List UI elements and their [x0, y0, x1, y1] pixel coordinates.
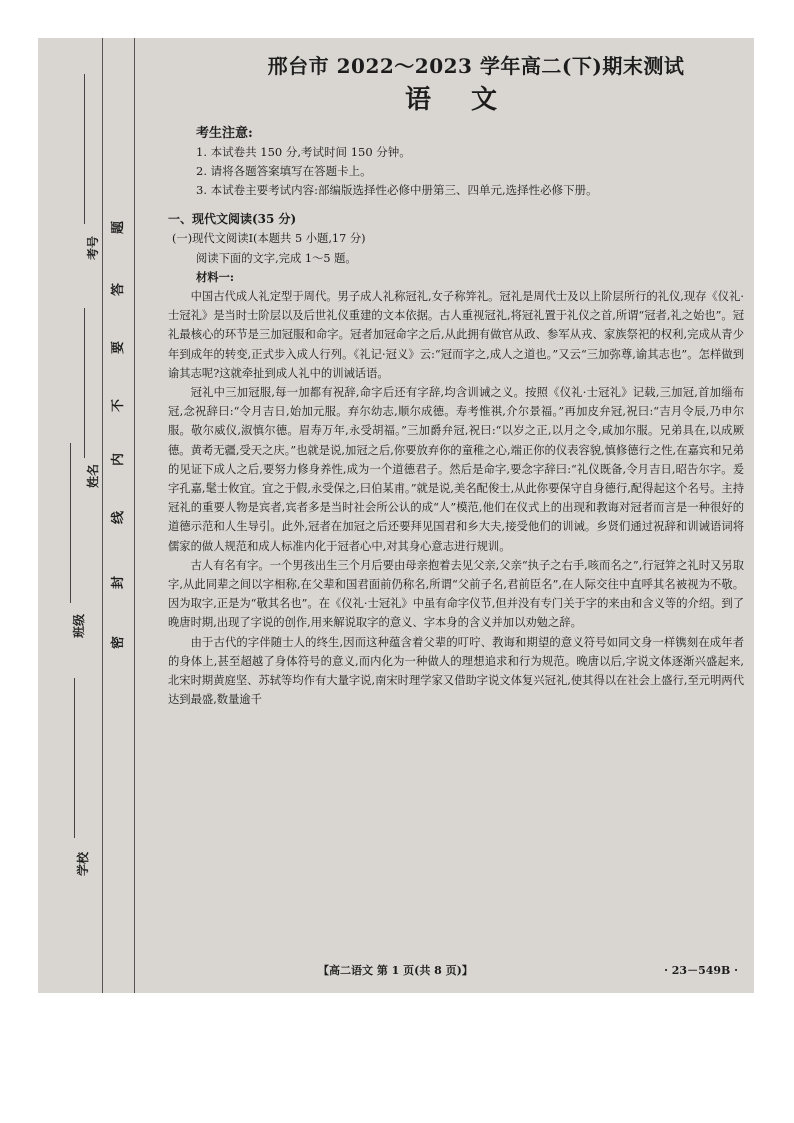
page-content — [168, 52, 744, 709]
seal-char-yao: 要 — [111, 340, 127, 355]
exam-title: 邢台市 2022～2023 学年高二(下)期末测试 — [267, 54, 685, 78]
subject-title: 语文 — [404, 85, 537, 115]
binding-line-inner — [134, 38, 135, 993]
seal-char-nei: 内 — [111, 452, 127, 467]
class-label: 班级 — [72, 613, 86, 638]
class-blank — [70, 443, 71, 603]
seal-char-ti: 题 — [111, 220, 127, 235]
exam-code: · 23－549B · — [664, 964, 738, 977]
notice-item-2: 2. 请将各题答案填写在答题卡上。 — [196, 164, 372, 179]
binding-line-outer — [102, 38, 103, 993]
notice-item-1: 1. 本试卷共 150 分,考试时间 150 分钟。 — [196, 145, 411, 160]
section-instruction: 阅读下面的文字,完成 1～5 题。 — [196, 251, 357, 265]
school-blank — [74, 678, 75, 838]
binding-margin — [38, 38, 156, 993]
section-subheading: (一)现代文阅读Ⅰ(本题共 5 小题,17 分) — [172, 232, 366, 246]
paragraph-3: 古人有名有字。一个男孩出生三个月后要由母亲抱着去见父亲,父亲“执子之右手,咳而名之”,行冠笄之礼时又另取字,从此同辈之间以字相称,在父辈和国君面前仍称名,所谓“父前子名,君前臣名”,在人际交往中直呼其名被视为不敬。因为取字,正是为“敬其名也”。在《仪礼·士冠礼》中虽有命字仪节,但并没有专门关于字的来由和含义等的介绍。到了晚唐时期,出现了字说的创作,用来解说取字的意义、字本身的含义并加以劝勉之辞。 — [168, 558, 744, 630]
material-label: 材料一: — [196, 269, 235, 284]
seal-char-feng: 封 — [111, 575, 127, 590]
scanned-page — [38, 38, 754, 993]
seal-char-xian: 线 — [111, 510, 127, 525]
name-label: 姓名 — [86, 463, 100, 488]
page-info: 【高二语文 第 1 页(共 8 页)】 — [318, 964, 473, 977]
notice-heading: 考生注意: — [196, 126, 253, 141]
notice-item-3: 3. 本试卷主要考试内容:部编版选择性必修中册第三、四单元,选择性必修下册。 — [196, 183, 598, 198]
school-label: 学校 — [76, 851, 90, 876]
exam-no-label: 考号 — [86, 235, 100, 260]
section-heading: 一、现代文阅读(35 分) — [168, 212, 297, 227]
name-blank — [84, 308, 85, 458]
seal-char-mi: 密 — [111, 635, 127, 650]
paragraph-2: 冠礼中三加冠服,每一加都有祝辞,命字后还有字辞,均含训诫之义。按照《仪礼·士冠礼》记载,三加冠,首加缁布冠,念祝辞曰:“令月吉日,始加元服。弃尔幼志,顺尔成德。寿考惟祺,介尔景福。”再加皮弁冠,祝曰:“吉月令辰,乃申尔服。敬尔威仪,淑慎尔德。眉寿万年,永受胡福。”三加爵弁冠,祝曰:“以岁之正,以月之令,咸加尔服。兄弟具在,以成厥德。黄耇无疆,受天之庆。”也就是说,加冠之后,你要放弃你的童稚之心,端正你的仪表容貌,慎修德行之性,在嘉宾和兄弟的见证下成人之后,要努力修身养性,成为一个道德君子。然后是命字,要念字辞曰:“礼仪既备,令月吉日,昭告尔字。爰字孔嘉,髦士攸宜。宜之于假,永受保之,曰伯某甫。”就是说,美名配俊士,从此你要保守自身德行,配得起这个名号。主持冠礼的重要人物是宾者,宾者多是当时社会所公认的成“人”模范,他们在仪式上的出现和教诲对冠者而言是一种很好的道德示范和人生导引。此外,冠者在加冠之后还要拜见国君和乡大夫,接受他们的训诫。乡贤们通过祝辞和训诫语词将儒家的做人规范和成人标准内化于冠者心中,对其身心意志进行规训。 — [168, 386, 744, 553]
paragraph-4: 由于古代的字伴随士人的终生,因而这种蕴含着父辈的叮咛、教诲和期望的意义符号如同文身一样镌刻在成年者的身体上,甚至超越了身体符号的意义,而内化为一种做人的理想追求和行为规范。晚唐以后,字说文体逐渐兴盛起来,北宋时期黄庭坚、苏轼等均作有大量字说,南宋时理学家又借助字说文体复兴冠礼,使其得以在社会上盛行,至元明两代达到最盛,数量逾千 — [168, 635, 744, 707]
exam-no-blank — [84, 74, 85, 224]
seal-char-da: 答 — [111, 282, 127, 297]
seal-char-bu: 不 — [111, 398, 127, 413]
paragraph-1: 中国古代成人礼定型于周代。男子成人礼称冠礼,女子称笄礼。冠礼是周代士及以上阶层所行的礼仪,现存《仪礼·士冠礼》是当时士阶层以及后世礼仪重建的文本依据。古人重视冠礼,将冠礼置于礼仪之首,所谓“冠者,礼之始也”。冠礼最核心的环节是三加冠服和命字。冠者加冠命字之后,从此拥有做官从政、参军从戎、家族祭祀的权利,完成从青少年到成年的转变,正式步入成人行列。《礼记·冠义》云:“冠而字之,成人之道也。”又云“三加弥尊,谕其志也”。怎样做到谕其志呢?这就牵扯到成人礼中的训诫话语。 — [168, 290, 744, 380]
